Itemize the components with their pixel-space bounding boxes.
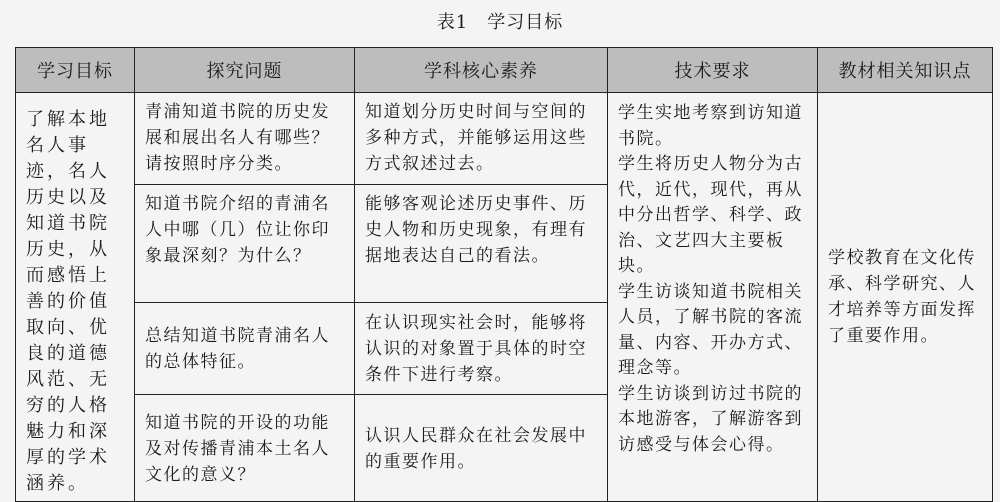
header-goal: 学习目标 xyxy=(16,48,135,93)
header-knowledge: 教材相关知识点 xyxy=(818,48,993,93)
tech-item: 学生访谈知道书院相关人员，了解书院的客流量、内容、开办方式、理念等。 xyxy=(618,281,803,378)
tech-cell xyxy=(608,93,818,502)
learning-goals-table xyxy=(15,47,993,502)
header-question: 探究问题 xyxy=(135,48,355,93)
question-cell: 知道书院的开设的功能及对传播青浦本土名人文化的意义？ xyxy=(135,394,355,501)
tech-item: 学生将历史人物分为古代，近代，现代，再从中分出哲学、科学、政治、文艺四大主要板块。 xyxy=(618,154,803,276)
literacy-cell: 能够客观论述历史事件、历史人物和历史现象，有理有据地表达自己的看法。 xyxy=(355,184,608,302)
tech-item: 学生访谈到访过书院的本地游客，了解游客到访感受与体会心得。 xyxy=(618,383,803,455)
literacy-cell: 知道划分历史时间与空间的多种方式，并能够运用这些方式叙述过去。 xyxy=(355,93,608,185)
literacy-cell: 认识人民群众在社会发展中的重要作用。 xyxy=(355,394,608,501)
header-tech: 技术要求 xyxy=(608,48,818,93)
header-literacy: 学科核心素养 xyxy=(355,48,608,93)
question-cell: 知道书院介绍的青浦名人中哪（几）位让你印象最深刻？为什么？ xyxy=(135,184,355,302)
literacy-cell: 在认识现实社会时，能够将认识的对象置于具体的时空条件下进行考察。 xyxy=(355,302,608,394)
table-caption: 表1 学习目标 xyxy=(436,12,564,33)
question-cell: 总结知道书院青浦名人的总体特征。 xyxy=(135,302,355,394)
question-cell: 青浦知道书院的历史发展和展出名人有哪些？请按照时序分类。 xyxy=(135,93,355,185)
tech-item: 学生实地考察到访知道书院。 xyxy=(618,103,803,149)
table-row xyxy=(16,93,993,185)
header-row xyxy=(16,48,993,93)
goal-cell: 了解本地名人事迹，名人历史以及知道书院历史，从而感悟上善的价值取向、优良的道德风范、无穷的人格魅力和深厚的学术涵养。 xyxy=(16,93,135,502)
knowledge-cell: 学校教育在文化传承、科学研究、人才培养等方面发挥了重要作用。 xyxy=(818,93,993,502)
